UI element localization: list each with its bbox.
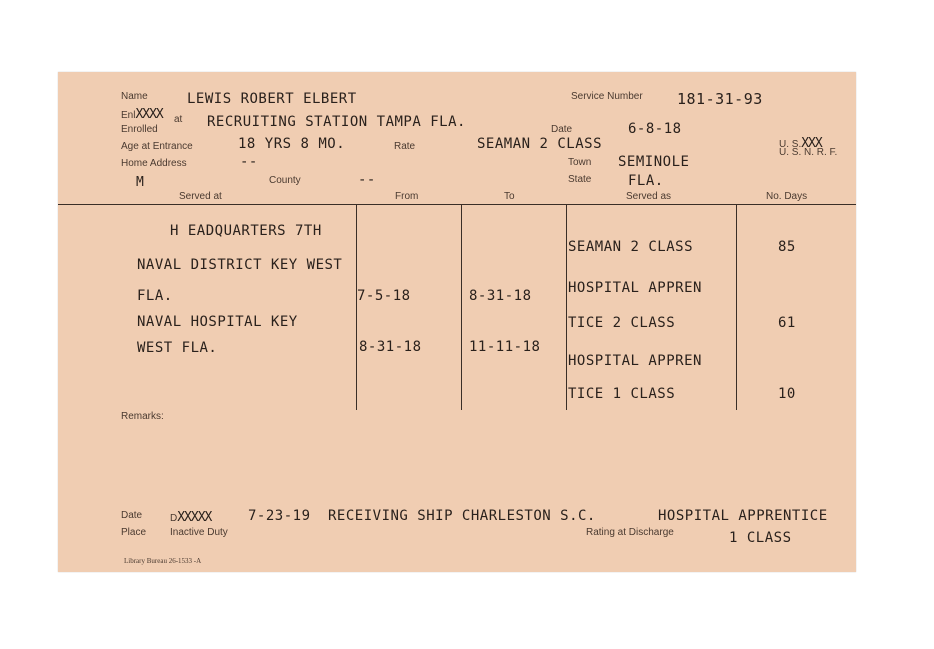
discharge-rating-line2: 1 CLASS: [729, 530, 792, 546]
served-as-line: TICE 2 CLASS: [568, 315, 676, 331]
age-value: 18 YRS 8 MO.: [238, 136, 346, 152]
to-date: 11-11-18: [469, 339, 541, 355]
station-value: RECRUITING STATION TAMPA FLA.: [207, 114, 466, 130]
from-date: 7-5-18: [357, 288, 411, 304]
served-as-line: SEAMAN 2 CLASS: [568, 239, 694, 255]
inactive-duty-label: Inactive Duty: [170, 527, 228, 538]
state-label: State: [568, 174, 592, 185]
town-label: Town: [568, 157, 592, 168]
to-header: To: [504, 191, 515, 202]
date-value: 6-8-18: [628, 121, 682, 137]
from-header: From: [395, 191, 419, 202]
service-number-value: 181-31-93: [677, 90, 763, 108]
town-value: SEMINOLE: [618, 154, 690, 170]
at-label: at: [174, 114, 183, 125]
name-value: LEWIS ROBERT ELBERT: [187, 91, 357, 107]
printer-footer: Library Bureau 26-1533 -A: [124, 557, 202, 565]
state-value: FLA.: [628, 173, 664, 189]
home-address-value: --: [240, 154, 258, 170]
discharge-struck-label: DXXXXX: [170, 510, 212, 525]
served-as-line: TICE 1 CLASS: [568, 386, 676, 402]
from-date: 8-31-18: [359, 339, 422, 355]
usnrf-label: U. S. N. R. F.: [779, 147, 838, 158]
age-label: Age at Entrance: [121, 141, 193, 152]
discharge-place-label: Place: [121, 527, 147, 538]
served-at-line: WEST FLA.: [137, 340, 218, 356]
served-at-line: NAVAL HOSPITAL KEY: [137, 314, 298, 330]
remarks-label: Remarks:: [121, 411, 164, 422]
m-mark: M: [136, 175, 144, 190]
no-days-header: No. Days: [766, 191, 808, 202]
column-divider-from: [356, 205, 357, 410]
service-number-label: Service Number: [571, 91, 643, 102]
days-value: 10: [778, 386, 796, 402]
served-at-line: NAVAL DISTRICT KEY WEST: [137, 257, 343, 273]
column-divider-to: [461, 205, 462, 410]
discharge-place-value: RECEIVING SHIP CHARLESTON S.C.: [328, 508, 596, 524]
name-label: Name: [121, 91, 148, 102]
discharge-rating-line1: HOSPITAL APPRENTICE: [658, 508, 828, 524]
served-at-line: FLA.: [137, 288, 173, 304]
served-as-line: HOSPITAL APPREN: [568, 280, 702, 296]
county-label: County: [269, 175, 301, 186]
served-as-header: Served as: [626, 191, 672, 202]
served-at-line: H EADQUARTERS 7TH: [170, 223, 322, 239]
rate-value: SEAMAN 2 CLASS: [477, 136, 603, 152]
served-as-line: HOSPITAL APPREN: [568, 353, 702, 369]
discharge-date-value: 7-23-19: [248, 508, 311, 524]
usn-label: U. S.XXX: [779, 136, 822, 151]
service-record-card: [58, 72, 856, 572]
rate-label: Rate: [394, 141, 416, 152]
served-at-header: Served at: [179, 191, 222, 202]
date-label: Date: [551, 124, 573, 135]
enrolled-label: Enrolled: [121, 124, 158, 135]
enlisted-struck-label: EnlXXXX: [121, 107, 163, 122]
home-address-label: Home Address: [121, 158, 187, 169]
days-value: 85: [778, 239, 796, 255]
discharge-date-label: Date: [121, 510, 143, 521]
column-divider-served-as: [566, 205, 567, 410]
rating-at-discharge-label: Rating at Discharge: [586, 527, 674, 538]
days-value: 61: [778, 315, 796, 331]
column-divider-days: [736, 205, 737, 410]
county-value: --: [358, 172, 376, 188]
to-date: 8-31-18: [469, 288, 532, 304]
